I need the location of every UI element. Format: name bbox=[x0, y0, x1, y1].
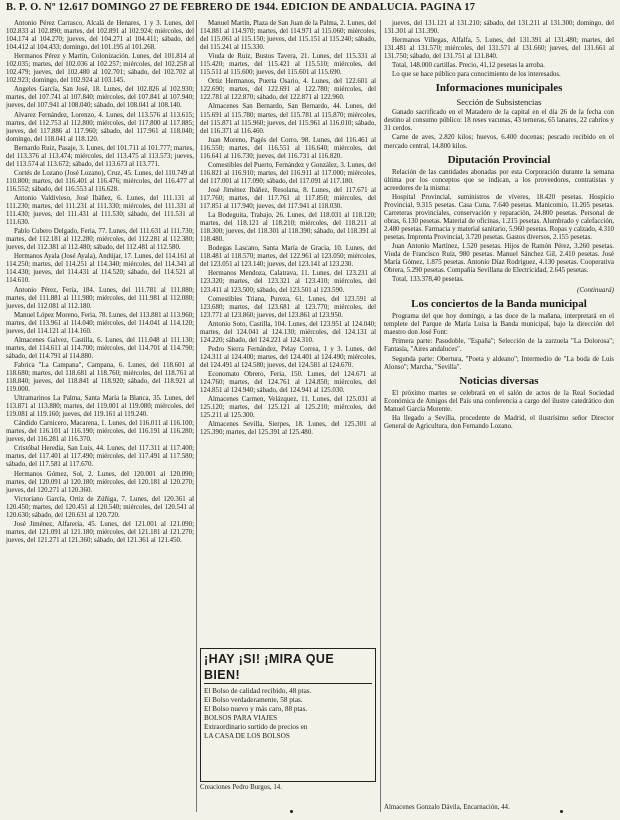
listing-paragraph: Total, 148.000 cartillas. Precio, 41,12 pesetas la arroba. bbox=[392, 62, 545, 70]
ad-line: El Bolso nuevo y más caro, 88 ptas. bbox=[204, 705, 308, 713]
ink-speck bbox=[290, 810, 293, 813]
listing-paragraph: Antonio Pérez, Feria, 184. Lunes, del 111.781 al 111.880; martes, del 111.881 al 111.980; miércoles, del 111.981 al 112.080; jueves, del 112.081 al 112.180. bbox=[6, 286, 194, 310]
column-divider bbox=[380, 20, 381, 812]
listing-paragraph: Economato Obrero, Feria, 150. Lunes, del 124.671 al 124.760; martes, del 124.761 al 124.850; miércoles, del 124.851 al 124.940; sábado, del 124.941 al 125.030. bbox=[200, 370, 376, 395]
listing-paragraph: Antonio Soto, Castilla, 104. Lunes, del 123.951 al 124.040; martes, del 124.041 al 124.130; miércoles, del 124.131 al 124.220; sábado, del 124.221 al 124.310. bbox=[200, 320, 376, 344]
article-paragraph: El próximo martes se celebrará en el salón de actos de la Real Sociedad Económica de Amigos del País una conferencia a cargo del ilustre catedrático don Manuel García Morente. bbox=[384, 389, 614, 413]
listing-paragraph: Hermanos Pérez y Martín, Colonización. Lunes, del 101.814 al 102.035; martes, del 102.036 al 102.257; miércoles, del 102.258 al 102.479; jueves, del 102.480 al 102.701; sábado, del 102.702 al 102.923; domingo, del 102.924 al 103.145. bbox=[6, 53, 194, 85]
column-middle bbox=[200, 20, 376, 644]
ad-line: LA CASA DE LOS BOLSOS bbox=[204, 732, 290, 740]
page-header: B. P. O. Nº 12.617 DOMINGO 27 DE FEBRERO DE 1944. EDICION DE ANDALUCIA. PAGINA 17 bbox=[6, 2, 476, 13]
article-paragraph: Programa del que hoy domingo, a las doce de la mañana, interpretará en el templete del Parque de María Luisa la Banda municipal, bajo la dirección del maestro don José Font: bbox=[384, 313, 614, 337]
listing-paragraph: Cándido Carnicero, Macarena, 1. Lunes, del 116.011 al 116.100; martes, del 116.101 al 116.190; miércoles, del 116.191 al 116.280; jueves, del 116.281 al 116.370. bbox=[6, 420, 194, 444]
listing-paragraph: Manuel Martín, Plaza de San Juan de la Palma, 2. Lunes, del 114.881 al 114.970; martes, del 114.971 al 115.060; miércoles, del 115.061 al 115.150; jueves, del 115.151 al 115.240; sábado, del 115.241 al 115.330. bbox=[200, 20, 376, 52]
listing-paragraph: Angeles García, San José, 18. Lunes, del 102.826 al 102.930; martes, del 107.741 al 107.840; miércoles, del 107.841 al 107.940; jueves, del 107.941 al 108.040; sábado, del 108.041 al 108.140. bbox=[6, 86, 194, 110]
listing-paragraph: Bodegas Lascano, Santa María de Gracia, 10. Lunes, del 118.481 al 118.570; martes, del 122.961 al 123.050; miércoles, del 123.051 al 123.140; jueves, del 123.141 al 123.230. bbox=[200, 245, 376, 269]
listing-paragraph: Almacenes Sevilla, Sierpes, 18. Lunes, del 125.301 al 125.390; martes, del 125.391 al 125.480. bbox=[200, 421, 376, 437]
article-paragraph: Primera parte: Pasodoble, "España"; Selección de la zarzuela "La Dolorosa"; Fantasía, "Aires andaluces". bbox=[384, 338, 614, 354]
article-paragraph: Carne de aves, 2.820 kilos; huevos, 6.400 docenas; pescado recibido en el mercado central, 14.800 kilos. bbox=[384, 134, 614, 150]
listing-paragraph: Cristóbal Heredia, San Luis, 44. Lunes, del 117.311 al 117.400; martes, del 117.401 al 117.490; miércoles, del 117.491 al 117.580; sábado, del 117.581 al 117.670. bbox=[6, 445, 194, 469]
listing-paragraph: Almacenes San Bernardo, San Bernardo, 44. Lunes, del 115.691 al 115.780; martes, del 115.781 al 115.870; miércoles, del 115.871 al 115.960; jueves, del 115.961 al 116.010; sábado, del 116.371 al 116.460. bbox=[200, 103, 376, 135]
ad-line: El Bolso de calidad recibido, 48 ptas. bbox=[204, 687, 312, 695]
listing-paragraph: Ultramarinos La Palma, Santa María la Blanca, 35. Lunes, del 113.871 al 113.880; martes, del 119.001 al 119.080; miércoles, del 119.081 al 119.160; jueves, del 119.161 al 119.240. bbox=[6, 395, 194, 419]
listing-paragraph: Comestibles Triana, Pureza, 61. Lunes, del 123.591 al 123.680; martes, del 123.681 al 123.770; miércoles, del 123.771 al 123.860; jueves, del 123.861 al 123.950. bbox=[200, 295, 376, 319]
listing-paragraph: Victoriano García, Ortiz de Zúñiga, 7. Lunes, del 120.361 al 120.450; martes, del 120.451 al 120.540; miércoles, del 120.541 al 120.630; sábado, del 120.631 al 120.720. bbox=[6, 495, 194, 519]
listing-paragraph: Alvarez Fernández, Lorenzo, 4. Lunes, del 113.576 al 113.615; martes, del 112.753 al 112.800; miércoles, del 117.800 al 117.885; jueves, del 117.886 al 117.960; sábado, del 117.961 al 118.040; domingo, del 118.041 al 118.120. bbox=[6, 111, 194, 143]
article-paragraph: Hospital Provincial, suministros de víveres, 18.420 pesetas. Hospicio Provincial, 9.315 pesetas. Casa Cuna, 7.640 pesetas. Manicomio, 11.205 pesetas. Carreteras provinciales, conservación y reparación, 24.800 pesetas. Personal de obras, 6.130 pesetas. Material de oficinas, 1.215 pesetas. Alumbrado y calefacción, 2.480 pesetas. Farmacia y material sanitario, 5.960 pesetas. Ropas y calzado, 4.310 pesetas. Imprenta Provincial, 3.720 pesetas. Gastos diversos, 2.155 pesetas. bbox=[384, 193, 614, 241]
listing-paragraph: José Jiménez Ibáñez, Resolana, 8. Lunes, del 117.671 al 117.760; martes, del 117.761 al 117.850; miércoles, del 117.851 al 117.940; jueves, del 117.941 al 118.030. bbox=[200, 186, 376, 211]
article-paragraph: Relación de las cantidades abonadas por esta Corporación durante la semana última por los conceptos que se indican, a los proveedores, contratistas y acreedores de la misma: bbox=[384, 168, 614, 192]
listing-paragraph: Lo que se hace público para conocimiento de los interesados. bbox=[392, 71, 561, 79]
ad-line: BOLSOS PARA VIAJES bbox=[204, 714, 278, 722]
ad-headline: ¡HAY ¡SI! ¡MIRA QUE BIEN! bbox=[204, 651, 372, 684]
column-left bbox=[6, 20, 194, 816]
listing-paragraph: La Bodeguita, Trabajo, 26. Lunes, del 118.031 al 118.120; martes, del 118.121 al 118.210; miércoles, del 118.211 al 118.300; jueves, del 118.301 al 118.390; sábado, del 118.391 al 118.480. bbox=[200, 212, 376, 244]
listing-paragraph: Antonio Valdivieso, José Ibáñez, 6. Lunes, del 111.131 al 111.230; martes, del 111.231 al 111.330; miércoles, del 111.331 al 111.430; jueves, del 111.431 al 111.530; sábado, del 111.531 al 111.630. bbox=[6, 194, 194, 227]
section-subtitle: Sección de Subsistencias bbox=[456, 97, 542, 108]
section-title: Informaciones municipales bbox=[435, 82, 563, 95]
listing-paragraph: Manuel López Moreno, Feria, 78. Lunes, del 113.881 al 113.960; martes, del 113.961 al 114.040; miércoles, del 114.041 al 114.120; jueves, del 114.121 al 114.160. bbox=[6, 311, 194, 335]
ad-line: El Bolso verdaderamente, 58 ptas. bbox=[204, 696, 303, 704]
listing-paragraph: Hermanos Mendoza, Calatrava, 11. Lunes, del 123.231 al 123.320; martes, del 123.321 al 123.410; miércoles, del 123.411 al 123.500; sábado, del 123.501 al 123.590. bbox=[200, 270, 376, 294]
listing-paragraph: Cortés de Lozano (José Lozano), Cruz, 45. Lunes, del 110.749 al 110.800; martes, del 116.401 al 116.476; miércoles, del 116.477 al 116.552; sábado, del 116.553 al 116.628. bbox=[6, 169, 194, 193]
listing-paragraph: Hermanos Villegas, Alfalfa, 5. Lunes, del 131.391 al 131.480; martes, del 131.481 al 131.570; miércoles, del 131.571 al 131.660; jueves, del 131.661 al 131.750; sábado, del 131.751 al 131.840. bbox=[384, 37, 614, 61]
listing-paragraph: Hermanos Gómez, Sol, 2. Lunes, del 120.001 al 120.090; martes, del 120.091 al 120.180; miércoles, del 120.181 al 120.270; jueves, del 120.271 al 120.360. bbox=[6, 470, 194, 494]
article-paragraph: Ha llegado a Sevilla, procedente de Madrid, el ilustrísimo señor Director General de Agricultura, don Fernando Lozano. bbox=[384, 414, 614, 430]
listing-paragraph: Fabrica "La Campana", Campana, 6. Lunes, del 118.601 al 118.680; martes, del 118.681 al 118.760; miércoles, del 118.761 al 118.840; jueves, del 118.841 al 118.920; sábado, del 118.921 al 119.000. bbox=[6, 361, 194, 394]
section-title: Noticias diversas bbox=[459, 374, 539, 387]
listing-paragraph: jueves, del 131.121 al 131.210; sábado, del 131.211 al 131.300; domingo, del 131.301 al 131.390. bbox=[384, 20, 614, 36]
listing-paragraph: Antonio Pérez Carrasco, Alcalá de Henares, 1 y 3. Lunes, del 102.833 al 102.890; martes, del 102.891 al 102.924; miércoles, del 104.174 al 104.270; jueves, del 104.271 al 104.411; sábado, del 104.412 al 104.433; domingo, del 101.195 al 101.268. bbox=[6, 20, 194, 52]
listing-paragraph: Ortiz Hermanos, Puerta Osario, 4. Lunes, del 122.601 al 122.690; martes, del 122.691 al 122.780; miércoles, del 122.781 al 122.870; sábado, del 122.871 al 122.960. bbox=[200, 78, 376, 102]
continuation-note: (Continuará) bbox=[577, 286, 614, 295]
column-right bbox=[384, 20, 614, 816]
section-title: Los conciertos de la Banda municipal bbox=[411, 298, 587, 311]
advertisement-box bbox=[200, 648, 376, 782]
listing-paragraph: Viuda de Ruiz, Bustos Tavera, 21. Lunes, del 115.331 al 115.420; martes, del 115.421 al 115.510; miércoles, del 115.511 al 115.600; jueves, del 115.601 al 115.690. bbox=[200, 53, 376, 77]
article-paragraph: Total, 133.378,40 pesetas. bbox=[392, 276, 464, 284]
listing-paragraph: Pedro Sierra Fernández, Pelay Correa, 1 y 3. Lunes, del 124.311 al 124.400; martes, del 124.401 al 124.490; miércoles, del 124.491 al 124.580; jueves, del 124.581 al 124.670. bbox=[200, 345, 376, 369]
listing-paragraph: Juan Moreno, Pagés del Corro, 98. Lunes, del 116.461 al 116.550; martes, del 116.551 al 116.640; miércoles, del 116.641 al 116.730; jueves, del 116.731 al 116.820. bbox=[200, 136, 376, 160]
article-paragraph: Segunda parte: Obertura, "Poeta y aldeano"; Intermedio de "La boda de Luis Alonso"; Marcha, "Sevilla". bbox=[384, 355, 614, 371]
listing-paragraph: Hermanos Ayala (José Ayala), Andújar, 17. Lunes, del 114.161 al 114.250; martes, del 114.251 al 114.340; miércoles, del 114.341 al 114.430; jueves, del 114.431 al 114.520; sábado, del 114.521 al 114.610. bbox=[6, 253, 194, 285]
listing-paragraph: Almacenes Carmen, Velázquez, 11. Lunes, del 125.031 al 125.120; martes, del 125.121 al 125.210; miércoles, del 125.211 al 125.300. bbox=[200, 396, 376, 420]
ink-speck bbox=[560, 810, 563, 813]
listing-paragraph: José Jiménez, Alfarería, 45. Lunes, del 121.001 al 121.090; martes, del 121.091 al 121.180; miércoles, del 121.181 al 121.270; jueves, del 121.271 al 121.360; sábado, del 121.361 al 121.450. bbox=[6, 520, 194, 544]
footer-note: Creaciones Pedro Burgos, 14. bbox=[200, 784, 282, 791]
section-title: Diputación Provincial bbox=[447, 153, 551, 166]
listing-paragraph: Pablo Cubero Delgado, Feria, 77. Lunes, del 111.631 al 111.730; martes, del 112.181 al 112.280; miércoles, del 112.281 al 112.380; jueves, del 112.381 al 112.480; sábado, del 112.481 al 112.580. bbox=[6, 228, 194, 252]
listing-paragraph: Almacenes Galvez, Castilla, 6. Lunes, del 111.048 al 111.130; martes, del 114.611 al 114.700; miércoles, del 114.701 al 114.790; sábado, del 114.791 al 114.880. bbox=[6, 336, 194, 360]
column-divider bbox=[196, 20, 197, 812]
footer-note: Almacenes Gonzalo Dávila, Encarnación, 44. bbox=[384, 804, 510, 811]
ad-line: Extraordinario surtido de precios en bbox=[204, 723, 308, 731]
listing-paragraph: Bernardo Ruiz, Pasaje, 3. Lunes, del 101.711 al 101.777; martes, del 113.376 al 113.474; miércoles, del 113.475 al 113.573; jueves, del 113.574 al 113.672; sábado, del 113.673 al 113.771. bbox=[6, 144, 194, 168]
article-paragraph: Ganado sacrificado en el Matadero de la capital en el día 26 de la fecha con destino al consumo público: 18 reses vacunas, 43 terneras, 65 lanares, 22 cabríos y 31 cerdos. bbox=[384, 109, 614, 133]
article-paragraph: Juan Antonio Martínez, 1.520 pesetas. Hijos de Ramón Pérez, 3.260 pesetas. Viuda de Francisco Ruiz, 980 pesetas. Manuel Sánchez Gil, 2.410 pesetas. José María Gómez, 1.875 pesetas. Antonio Díaz Rodríguez, 4.130 pesetas. Cooperativa Obrera, 5.290 pesetas. Compañía Sevillana de Electricidad, 2.645 pesetas. bbox=[384, 242, 614, 275]
listing-paragraph: Comestibles del Puerto, Fernández y González, 3. Lunes, del 116.821 al 116.910; martes, del 116.911 al 117.000; miércoles, del 117.001 al 117.090; sábado, del 117.091 al 117.180. bbox=[200, 161, 376, 185]
